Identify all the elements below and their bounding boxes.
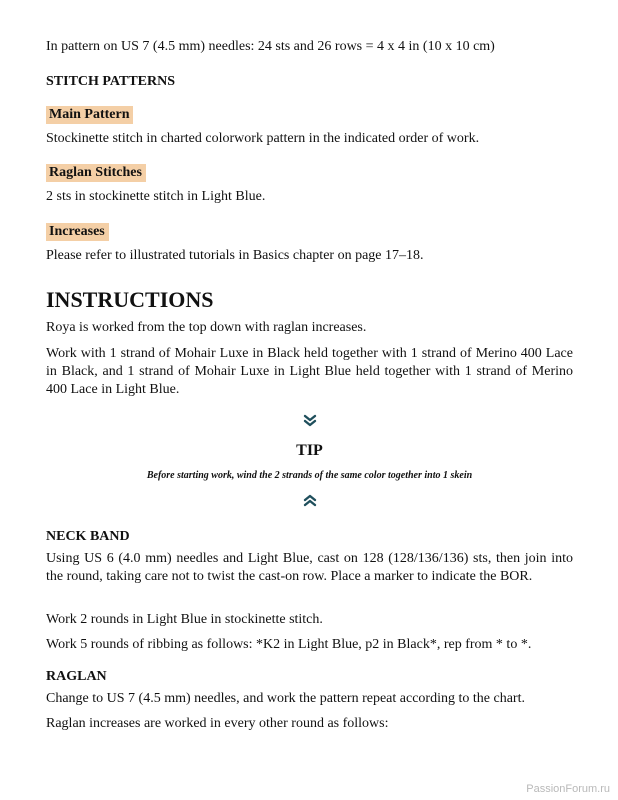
instructions-paragraph-1: Roya is worked from the top down with raglan increases. — [46, 320, 367, 335]
increases-label: Increases — [46, 223, 109, 241]
neck-band-paragraph-3: Work 5 rounds of ribbing as follows: *K2 in Light Blue, p2 in Black*, rep from * to *. — [46, 637, 532, 652]
gauge-text: In pattern on US 7 (4.5 mm) needles: 24 sts and 26 rows = 4 x 4 in (10 x 10 cm) — [46, 39, 495, 54]
neck-band-paragraph-1: Using US 6 (4.0 mm) needles and Light Blue, cast on 128 (128/136/136) sts, then join into the round, taking care not to twist the cast-on row. Place a marker to indicate the BOR. — [46, 551, 573, 584]
instructions-heading: INSTRUCTIONS — [46, 287, 214, 312]
instructions-paragraph-2: Work with 1 strand of Mohair Luxe in Black held together with 1 strand of Merino 400 Lace in Black, and 1 strand of Mohair Luxe in Light Blue held together with 1 strand of Merino 400 Lace in Light Blue. — [46, 346, 573, 397]
raglan-stitches-label: Raglan Stitches — [46, 164, 146, 182]
double-chevron-up-icon — [303, 493, 317, 507]
raglan-stitches-text: 2 sts in stockinette stitch in Light Blue. — [46, 189, 266, 204]
tip-bottom-decoration — [46, 493, 573, 512]
tip-title: TIP — [296, 442, 323, 459]
neck-band-heading: NECK BAND — [46, 529, 130, 544]
raglan-heading: RAGLAN — [46, 669, 107, 684]
main-pattern-text: Stockinette stitch in charted colorwork pattern in the indicated order of work. — [46, 131, 480, 146]
raglan-paragraph-1: Change to US 7 (4.5 mm) needles, and work the pattern repeat according to the chart. — [46, 691, 525, 706]
stitch-patterns-heading: STITCH PATTERNS — [46, 74, 176, 89]
neck-band-paragraph-2: Work 2 rounds in Light Blue in stockinette stitch. — [46, 612, 323, 627]
tip-top-decoration — [46, 414, 573, 433]
tip-text: Before starting work, wind the 2 strands of the same color together into 1 skein — [146, 470, 473, 481]
increases-text: Please refer to illustrated tutorials in Basics chapter on page 17–18. — [46, 248, 424, 263]
site-watermark: PassionForum.ru — [526, 783, 610, 795]
double-chevron-down-icon — [303, 414, 317, 428]
raglan-paragraph-2: Raglan increases are worked in every other round as follows: — [46, 716, 389, 731]
main-pattern-label: Main Pattern — [46, 106, 133, 124]
